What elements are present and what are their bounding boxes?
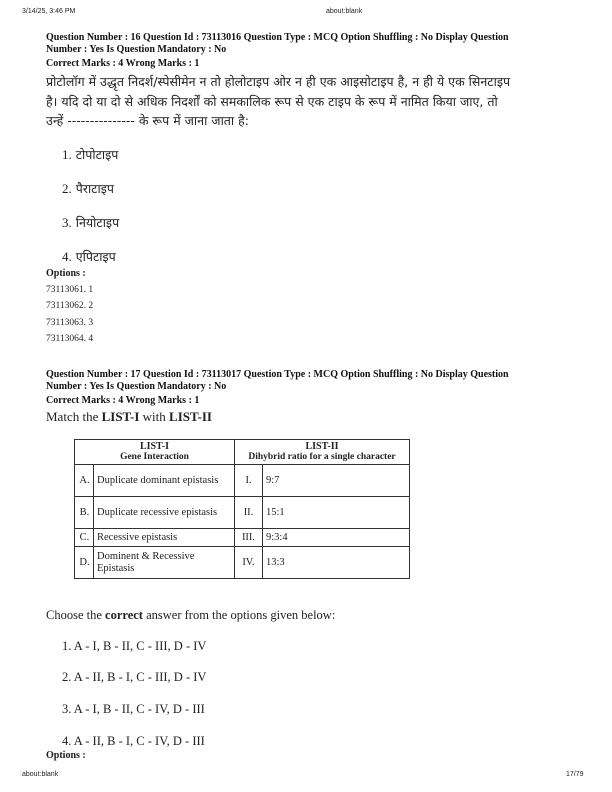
print-url: about:blank [326, 8, 363, 15]
row-mark: A. [75, 465, 94, 497]
q17-options-label: Options : [46, 750, 86, 761]
q16-option-id-2: 73113062. 2 [46, 301, 94, 311]
q17-meta-line3: Correct Marks : 4 Wrong Marks : 1 [46, 395, 200, 406]
row-roman: III. [235, 529, 263, 547]
q16-option-id-3: 73113063. 3 [46, 318, 94, 328]
row-ratio: 9:7 [263, 465, 410, 497]
q17-title [46, 409, 212, 425]
q16-option-1 [62, 146, 118, 163]
list1-header-cell [75, 440, 235, 465]
q16-text-line1: प्रोटोलॉग में उद्धृत निदर्श/स्पेसीमेन न तो होलोटाइप ओर न ही एक आइसोटाइप है, न ही ये एक सिनटाइप [46, 74, 511, 89]
choose-prefix: Choose the [46, 608, 106, 622]
table-row [75, 465, 410, 497]
q17-title-list1: LIST-I [101, 409, 140, 424]
list1-subheader: Gene Interaction [120, 452, 189, 462]
row-ratio: 13:3 [263, 547, 410, 579]
q16-text-line3: उन्हें --------------- के रूप में जाना जाता है: [46, 113, 249, 128]
q16-text-line2: है। यदि दो या दो से अधिक निदर्शों को समकालिक रूप से एक टाइप के रूप में नामित किया जाए, तो [46, 94, 498, 109]
q17-meta-line1: Question Number : 17 Question Id : 73113017 Question Type : MCQ Option Shuffling : No Display Question [46, 369, 509, 380]
option-number: 3. [62, 215, 72, 230]
option-number: 1. [62, 147, 72, 162]
footer-url: about:blank [22, 771, 59, 778]
q17-option-1: 1. A - I, B - II, C - III, D - IV [62, 639, 207, 653]
option-text: नियोटाइप [75, 215, 120, 230]
q17-instruction [46, 608, 335, 623]
row-roman: IV. [235, 547, 263, 579]
q16-options-label: Options : [46, 268, 86, 279]
q16-option-id-4: 73113064. 4 [46, 334, 94, 344]
row-mark: C. [75, 529, 94, 547]
page-number: 17/79 [566, 771, 584, 778]
row-item: Recessive epistasis [94, 529, 235, 547]
choose-suffix: answer from the options given below: [142, 608, 336, 622]
table-row [75, 547, 410, 579]
option-text: एपिटाइप [75, 249, 116, 264]
q16-meta-line3: Correct Marks : 4 Wrong Marks : 1 [46, 58, 200, 69]
row-roman: I. [235, 465, 263, 497]
row-mark: D. [75, 547, 94, 579]
q17-meta-line2: Number : Yes Is Question Mandatory : No [46, 381, 227, 392]
row-item: Dominent & Recessive Epistasis [94, 547, 235, 579]
q17-title-mid: with [139, 409, 170, 424]
q17-title-list2: LIST-II [169, 409, 212, 424]
q16-meta-line1: Question Number : 16 Question Id : 73113016 Question Type : MCQ Option Shuffling : No Display Question [46, 32, 509, 43]
q17-option-4: 4. A - II, B - I, C - IV, D - III [62, 734, 205, 748]
q17-option-2: 2. A - II, B - I, C - III, D - IV [62, 670, 207, 684]
row-mark: B. [75, 497, 94, 529]
q16-option-2 [62, 180, 114, 197]
q16-option-4 [62, 248, 116, 265]
row-ratio: 9:3:4 [263, 529, 410, 547]
option-text: टोपोटाइप [75, 147, 119, 162]
print-datetime: 3/14/25, 3:46 PM [22, 8, 76, 15]
q17-title-prefix: Match the [46, 409, 102, 424]
option-number: 4. [62, 249, 72, 264]
row-ratio: 15:1 [263, 497, 410, 529]
table-row [75, 529, 410, 547]
list2-header-cell [235, 440, 410, 465]
q16-option-id-1: 73113061. 1 [46, 285, 94, 295]
q16-meta-line2: Number : Yes Is Question Mandatory : No [46, 44, 227, 55]
table-header-row [75, 440, 410, 465]
option-text: पैराटाइप [75, 181, 114, 196]
list2-header: LIST-II [305, 441, 339, 452]
list1-header: LIST-I [139, 441, 170, 452]
match-table [74, 439, 410, 579]
row-item: Duplicate recessive epistasis [94, 497, 235, 529]
q17-option-3: 3. A - I, B - II, C - IV, D - III [62, 702, 205, 716]
q16-option-3 [62, 214, 119, 231]
choose-bold: correct [105, 608, 143, 622]
row-item: Duplicate dominant epistasis [94, 465, 235, 497]
table-row [75, 497, 410, 529]
option-number: 2. [62, 181, 72, 196]
row-roman: II. [235, 497, 263, 529]
list2-subheader: Dihybrid ratio for a single character [248, 452, 396, 462]
